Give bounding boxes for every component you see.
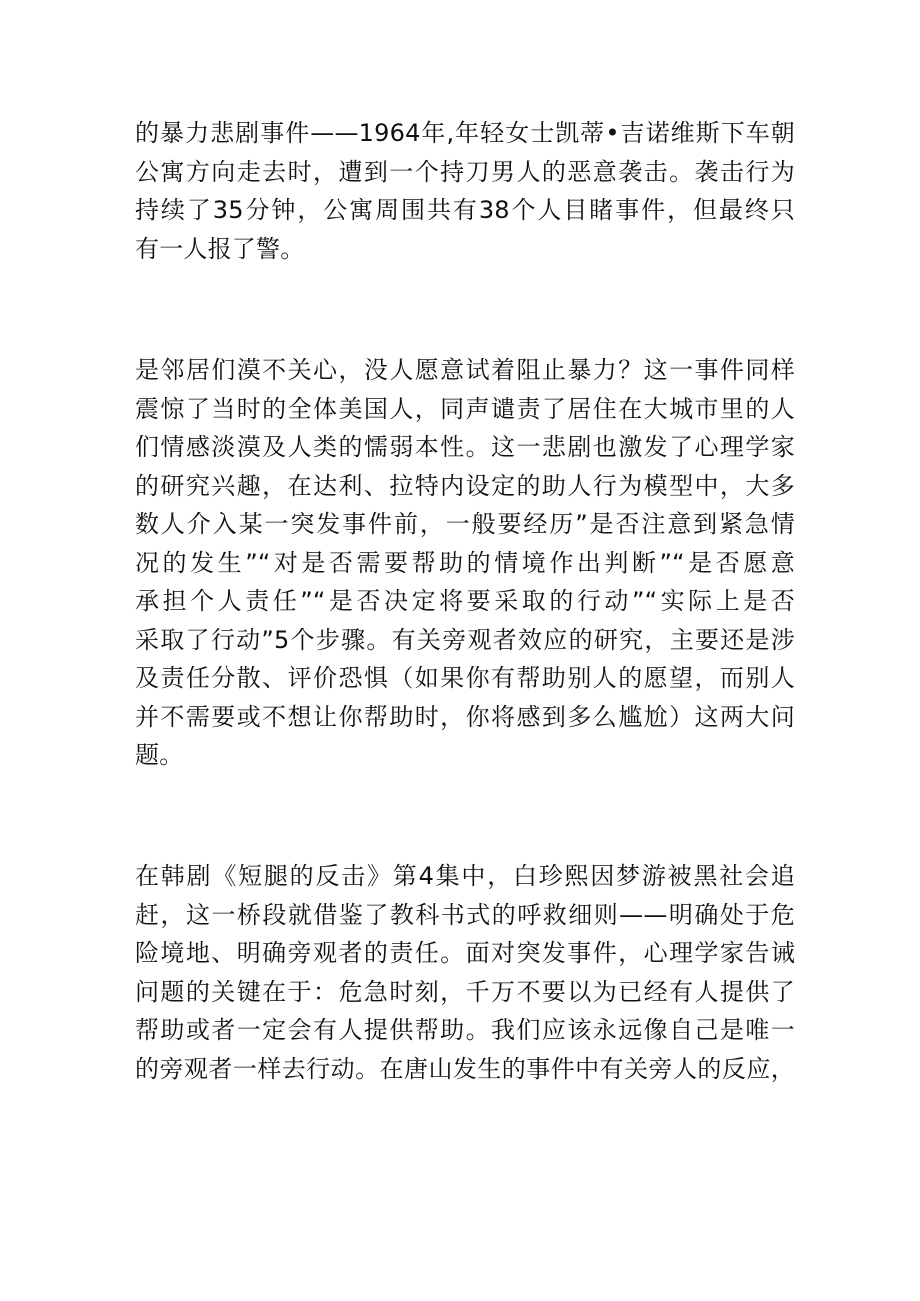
text-line: 的旁观者一样去行动。在唐山发生的事件中有关旁人的反应，: [135, 1054, 795, 1083]
text-line: 并不需要或不想让你帮助时，你将感到多么尴尬）这两大问: [135, 702, 795, 731]
text-line: 及责任分散、评价恐惧（如果你有帮助别人的愿望，而别人: [135, 664, 795, 692]
text-line: 问题的关键在于：危急时刻，千万不要以为已经有人提供了: [135, 977, 795, 1006]
text-line: 在韩剧《短腿的反击》第4集中，白珍熙因梦游被黑社会追: [135, 862, 795, 890]
paragraph-1: [135, 114, 795, 268]
text-line: 有一人报了警。: [135, 234, 305, 263]
text-line: 公寓方向走去时，遭到一个持刀男人的恶意袭击。袭击行为: [135, 157, 795, 186]
text-line: 承担个人责任”“是否决定将要采取的行动”“实际上是否: [135, 587, 795, 615]
text-line: 况的发生”“对是否需要帮助的情境作出判断”“是否愿意: [135, 548, 795, 577]
text-line: 题。: [135, 741, 184, 769]
text-line: 的暴力悲剧事件——1964年,年轻女士凯蒂•吉诺维斯下车朝: [135, 119, 795, 147]
text-line: 赶，这一桥段就借鉴了教科书式的呼救细则——明确处于危: [135, 900, 795, 929]
text-line: 帮助或者一定会有人提供帮助。我们应该永远像自己是唯一: [135, 1016, 795, 1044]
text-line: 震惊了当时的全体美国人，同声谴责了居住在大城市里的人: [135, 394, 795, 423]
text-line: 们情感淡漠及人类的懦弱本性。这一悲剧也激发了心理学家: [135, 433, 795, 461]
text-line: 持续了35分钟，公寓周围共有38个人目睹事件，但最终只: [135, 196, 795, 224]
text-line: 数人介入某一突发事件前，一般要经历”是否注意到紧急情: [135, 510, 795, 538]
paragraph-3: [135, 857, 795, 1088]
paragraph-2: [135, 351, 795, 775]
text-line: 是邻居们漠不关心，没人愿意试着阻止暴力？这一事件同样: [135, 356, 795, 384]
text-line: 采取了行动”5个步骤。有关旁观者效应的研究，主要还是涉: [135, 625, 795, 654]
text-line: 险境地、明确旁观者的责任。面对突发事件，心理学家告诫: [135, 939, 795, 967]
text-line: 的研究兴趣，在达利、拉特内设定的助人行为模型中，大多: [135, 471, 795, 500]
